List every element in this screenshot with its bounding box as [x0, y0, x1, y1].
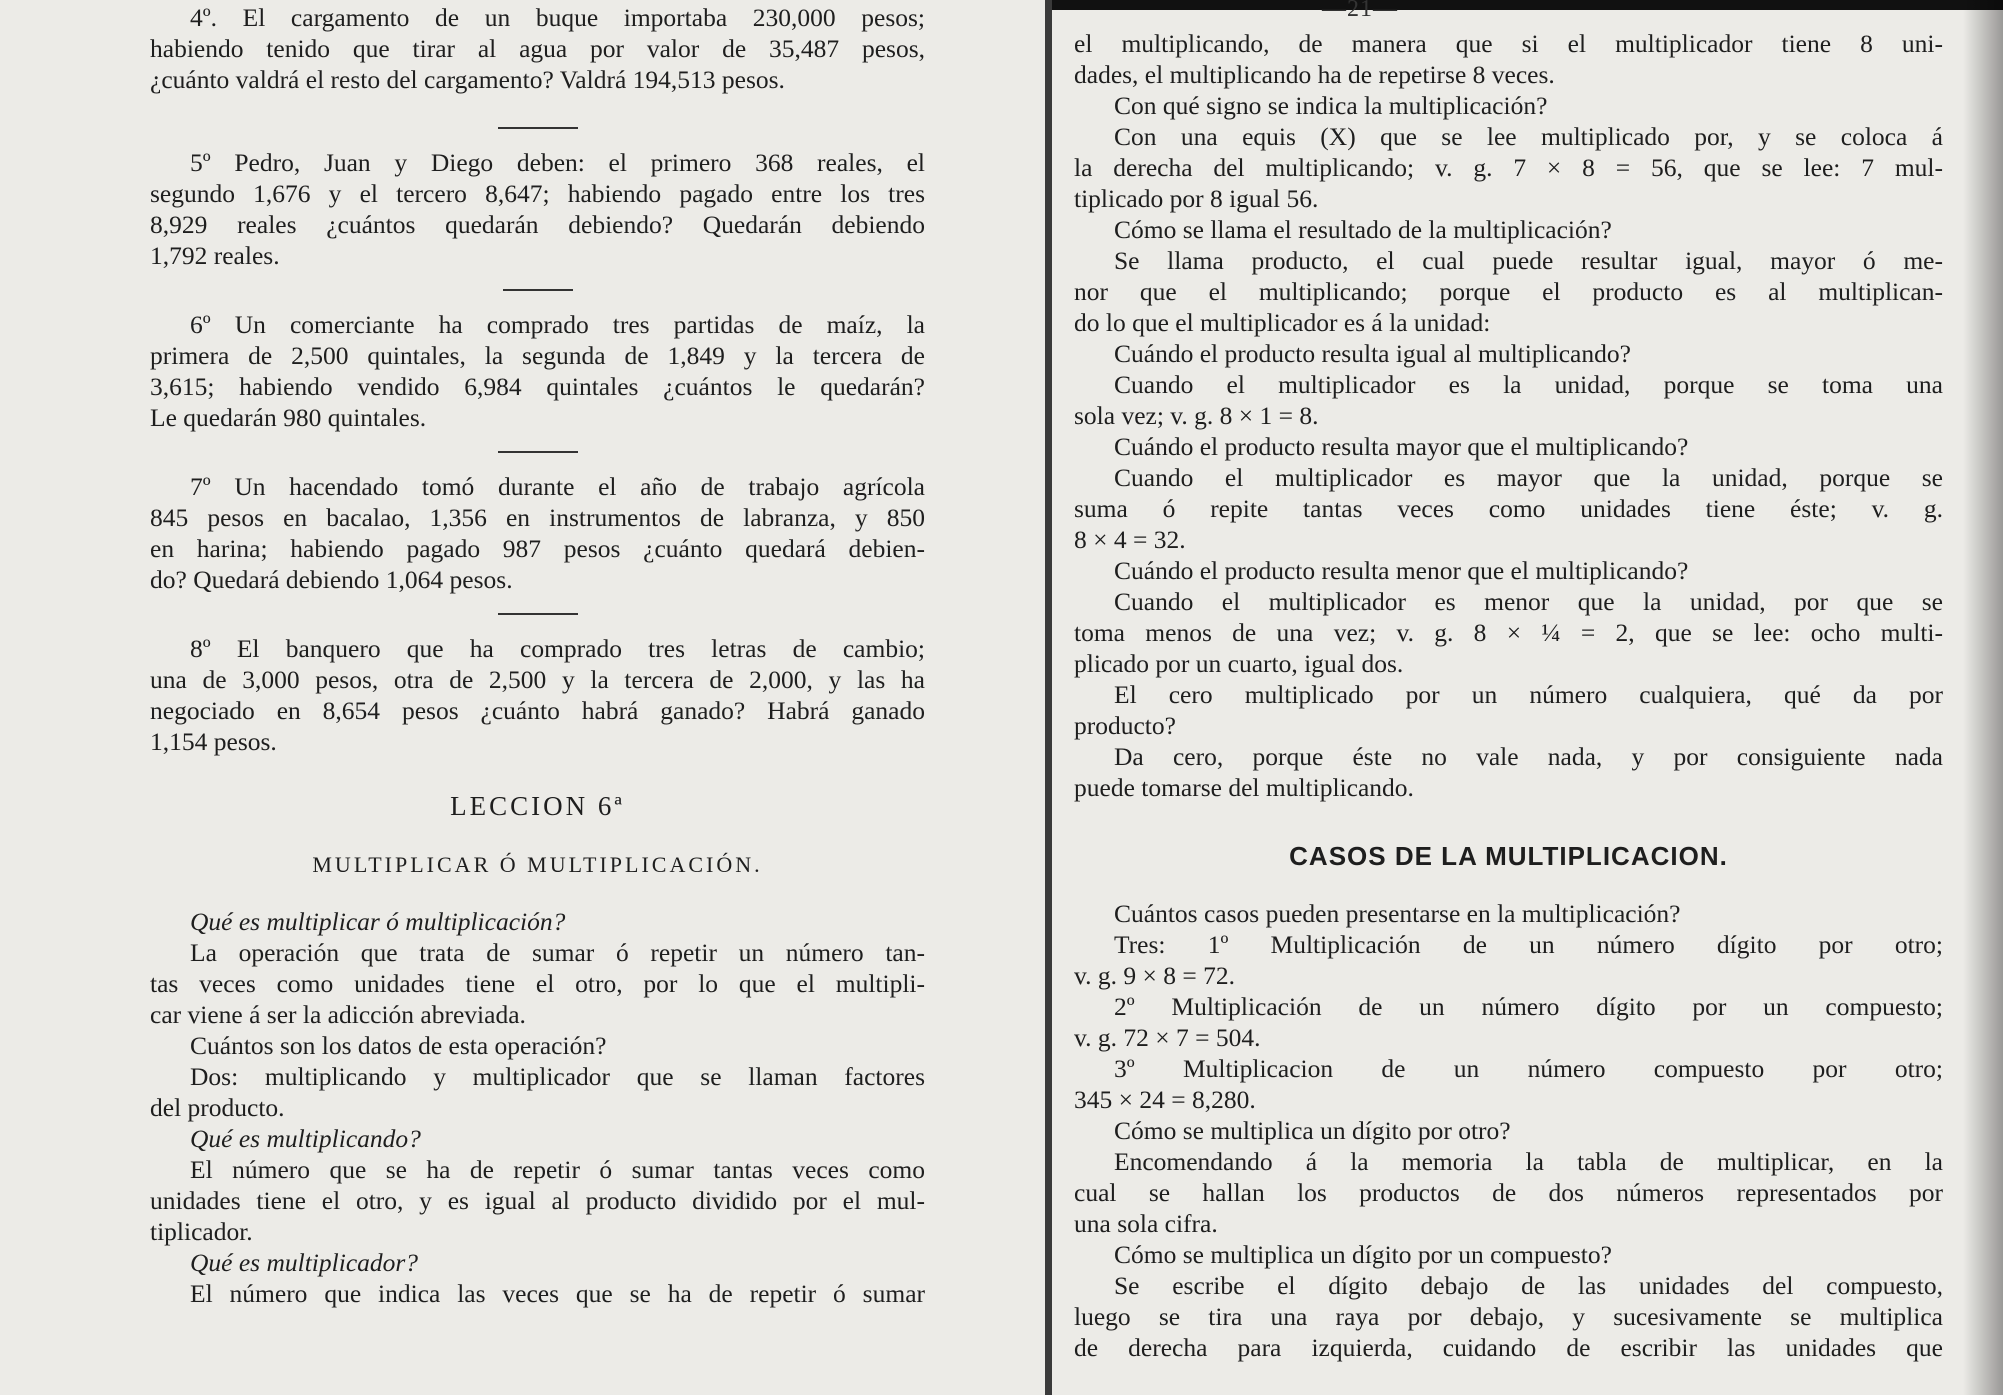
- text-line: segundo 1,676 y el tercero 8,647; habiendo pagado entre los tres: [150, 179, 925, 208]
- question: Qué es multiplicando?: [190, 1124, 421, 1153]
- text-line: do? Quedará debiendo 1,064 pesos.: [150, 565, 513, 594]
- answer-line: cual se hallan los productos de dos números representados por: [1074, 1178, 1943, 1207]
- text-line: 1,792 reales.: [150, 241, 280, 270]
- question: Cómo se multiplica un dígito por otro?: [1114, 1116, 1511, 1145]
- answer-line: Encomendando á la memoria la tabla de multiplicar, en la: [1114, 1147, 1943, 1176]
- question: Cómo se llama el resultado de la multiplicación?: [1114, 215, 1612, 244]
- text-line: 1,154 pesos.: [150, 727, 277, 756]
- section-heading: CASOS DE LA MULTIPLICACION.: [1289, 841, 1728, 871]
- answer-line: Se escribe el dígito debajo de las unidades del compuesto,: [1114, 1271, 1943, 1300]
- answer-line: puede tomarse del multiplicando.: [1074, 773, 1414, 802]
- answer-line: Dos: multiplicando y multiplicador que se llaman factores: [190, 1062, 925, 1091]
- answer-line: car viene á ser la adicción abreviada.: [150, 1000, 526, 1029]
- text-line: primera de 2,500 quintales, la segunda de 1,849 y la tercera de: [150, 341, 925, 370]
- text-line: 4º. El cargamento de un buque importaba 230,000 pesos;: [190, 3, 925, 32]
- answer-line: plicado por un cuarto, igual dos.: [1074, 649, 1404, 678]
- book-gutter: [1045, 0, 1052, 1395]
- answer-line: Cuando el multiplicador es mayor que la unidad, porque se: [1114, 463, 1943, 492]
- answer-line: Cuando el multiplicador es menor que la unidad, por que se: [1114, 587, 1943, 616]
- exercise-4: [150, 2, 925, 95]
- exercise-5: [150, 147, 925, 271]
- text-line: 7º Un hacendado tomó durante el año de trabajo agrícola: [190, 472, 925, 501]
- text-line: una de 3,000 pesos, otra de 2,500 y la tercera de 2,000, y las ha: [150, 665, 925, 694]
- right-page: [1052, 0, 2003, 1395]
- answer-line: la derecha del multiplicando; v. g. 7 × 8 = 56, que se lee: 7 mul-: [1074, 153, 1943, 182]
- text-line: Le quedarán 980 quintales.: [150, 403, 427, 432]
- text-line: en harina; habiendo pagado 987 pesos ¿cuánto quedará debien-: [150, 534, 925, 563]
- answer-line: Da cero, porque éste no vale nada, y por consiguiente nada: [1114, 742, 1943, 771]
- text-line: habiendo tenido que tirar al agua por valor de 35,487 pesos,: [150, 34, 925, 63]
- question: Cuándo el producto resulta mayor que el multiplicando?: [1114, 432, 1689, 461]
- answer-line: sola vez; v. g. 8 × 1 = 8.: [1074, 401, 1319, 430]
- exercise-6: [150, 309, 925, 433]
- text-line: el multiplicando, de manera que si el multiplicador tiene 8 uni-: [1074, 29, 1943, 58]
- answer-line: del producto.: [150, 1093, 285, 1122]
- text-line: negociado en 8,654 pesos ¿cuánto habrá ganado? Habrá ganado: [150, 696, 925, 725]
- question: El cero multiplicado por un número cualquiera, qué da por: [1114, 680, 1943, 709]
- page-edge-shadow: [1963, 0, 2003, 1395]
- lesson-subtitle: MULTIPLICAR Ó MULTIPLICACIÓN.: [312, 852, 763, 877]
- text-line: dades, el multiplicando ha de repetirse 8 veces.: [1074, 60, 1555, 89]
- answer-line: 345 × 24 = 8,280.: [1074, 1085, 1256, 1114]
- page-top-shadow: [1052, 0, 2003, 10]
- answer-line: 2º Multiplicación de un número dígito por un compuesto;: [1114, 992, 1943, 1021]
- answer-line: unidades tiene el otro, y es igual al producto dividido por el mul-: [150, 1186, 925, 1215]
- answer-line: de derecha para izquierda, cuidando de escribir las unidades que: [1074, 1333, 1943, 1362]
- question: producto?: [1074, 711, 1176, 740]
- text-line: 3,615; habiendo vendido 6,984 quintales ¿cuántos le quedarán?: [150, 372, 925, 401]
- answer-line: una sola cifra.: [1074, 1209, 1218, 1238]
- answer-line: 8 × 4 = 32.: [1074, 525, 1186, 554]
- answer-line: v. g. 72 × 7 = 504.: [1074, 1023, 1261, 1052]
- text-line: 845 pesos en bacalao, 1,356 en instrumentos de labranza, y 850: [150, 503, 925, 532]
- answer-line: luego se tira una raya por debajo, y sucesivamente se multiplica: [1074, 1302, 1943, 1331]
- answer-line: suma ó repite tantas veces como unidades tiene éste; v. g.: [1074, 494, 1943, 523]
- question: Cuándo el producto resulta igual al multiplicando?: [1114, 339, 1631, 368]
- answer-line: Cuando el multiplicador es la unidad, porque se toma una: [1114, 370, 1943, 399]
- question: Qué es multiplicar ó multiplicación?: [190, 907, 566, 936]
- answer-line: tiplicador.: [150, 1217, 253, 1246]
- question: Cuántos casos pueden presentarse en la multiplicación?: [1114, 899, 1681, 928]
- text-line: ¿cuánto valdrá el resto del cargamento? Valdrá 194,513 pesos.: [150, 65, 785, 94]
- text-line: 5º Pedro, Juan y Diego deben: el primero 368 reales, el: [190, 148, 925, 177]
- answer-line: Con una equis (X) que se lee multiplicado por, y se coloca á: [1114, 122, 1943, 151]
- separator-rule: [503, 289, 573, 291]
- separator-rule: [498, 613, 578, 615]
- answer-line: Tres: 1º Multiplicación de un número dígito por otro;: [1114, 930, 1943, 959]
- answer-line: v. g. 9 × 8 = 72.: [1074, 961, 1235, 990]
- question: Qué es multiplicador?: [190, 1248, 419, 1277]
- lesson-title: LECCION 6ª: [450, 791, 625, 821]
- answer-line: nor que el multiplicando; porque el producto es al multiplican-: [1074, 277, 1943, 306]
- separator-rule: [498, 127, 578, 129]
- separator-rule: [498, 451, 578, 453]
- text-line: 6º Un comerciante ha comprado tres partidas de maíz, la: [190, 310, 925, 339]
- question: Cuántos son los datos de esta operación?: [190, 1031, 607, 1060]
- answer-line: tiplicado por 8 igual 56.: [1074, 184, 1319, 213]
- answer-line: Se llama producto, el cual puede resultar igual, mayor ó me-: [1114, 246, 1943, 275]
- text-line: 8,929 reales ¿cuántos quedarán debiendo? Quedarán debiendo: [150, 210, 925, 239]
- page-number: —21—: [1322, 0, 1398, 22]
- text-line: 8º El banquero que ha comprado tres letras de cambio;: [190, 634, 925, 663]
- answer-line: El número que se ha de repetir ó sumar tantas veces como: [190, 1155, 925, 1184]
- question: Con qué signo se indica la multiplicación?: [1114, 91, 1548, 120]
- question: Cuándo el producto resulta menor que el multiplicando?: [1114, 556, 1689, 585]
- answer-line: 3º Multiplicacion de un número compuesto por otro;: [1114, 1054, 1943, 1083]
- exercise-8: [150, 633, 925, 757]
- question: Cómo se multiplica un dígito por un compuesto?: [1114, 1240, 1612, 1269]
- answer-line: tas veces como unidades tiene el otro, por lo que el multipli-: [150, 969, 925, 998]
- answer-line: do lo que el multiplicador es á la unidad:: [1074, 308, 1491, 337]
- exercise-7: [150, 471, 925, 595]
- answer-line: La operación que trata de sumar ó repetir un número tan-: [190, 938, 925, 967]
- answer-line: toma menos de una vez; v. g. 8 × ¼ = 2, que se lee: ocho multi-: [1074, 618, 1943, 647]
- answer-line: El número que indica las veces que se ha de repetir ó sumar: [190, 1279, 925, 1308]
